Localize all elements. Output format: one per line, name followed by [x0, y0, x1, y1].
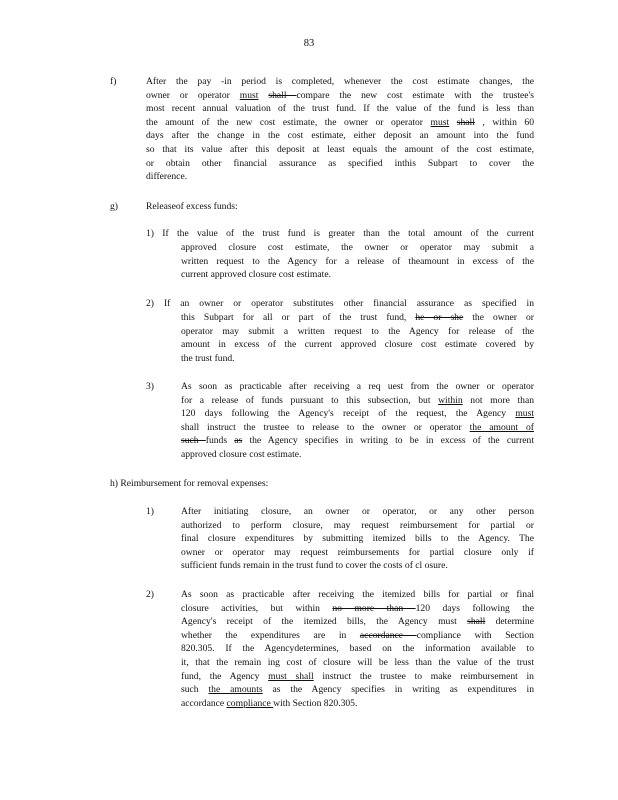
section-f-label: f) — [110, 76, 117, 87]
text-line — [146, 116, 534, 130]
text-segment: this Subpart for all or part of the trust fund, — [181, 312, 416, 323]
section-g-item-2-body — [181, 311, 534, 365]
text-line: final closure expenditures by submitting itemized bills to the Agency. The — [181, 533, 534, 545]
text-line: owner or operator may request reimbursements for partial closure only if — [181, 546, 534, 558]
text-segment: instruct the trustee to make reimbursement in — [313, 670, 534, 682]
text-line: approved closure cost estimate, the owner or operator may submit a — [181, 242, 534, 253]
text-segment: as the Agency specifies in writing as expenditures in — [262, 684, 534, 696]
text-line: As soon as practicable after receiving a req uest from the owner or operator — [181, 381, 534, 392]
text-line: As soon as practicable after receiving the itemized bills for partial or final — [181, 589, 534, 600]
text-line — [181, 407, 534, 421]
deleted-text: he or she — [415, 312, 464, 323]
deleted-text: no more than — [332, 602, 416, 614]
text-line — [181, 697, 534, 711]
text-segment: the amount of the new cost estimate, the owner or operator — [146, 116, 431, 128]
inserted-text: must — [239, 89, 259, 101]
text-line: approved closure cost estimate. — [181, 448, 302, 460]
section-g-item-3-body — [181, 380, 534, 462]
text-segment: the Agency specifies in writing to be in excess of the current — [242, 435, 535, 447]
text-line — [181, 311, 534, 325]
text-segment: fund, the Agency — [181, 670, 269, 682]
text-line: 820.305. If the Agencydetermines, based on the information available to — [181, 643, 534, 655]
text-segment: shall instruct the trustee to release to the owner or operator — [181, 421, 470, 433]
text-line: operator may submit a written request to the Agency for release of the — [181, 325, 534, 337]
text-segment: such — [181, 684, 209, 696]
text-segment: whether the expenditures are in — [181, 629, 360, 641]
deleted-text: shall — [467, 616, 486, 628]
section-h-item-2-body — [181, 588, 534, 710]
text-segment: the owner or — [463, 312, 535, 323]
text-segment: closure activities, but within — [181, 602, 333, 614]
text-segment: not more than — [462, 394, 535, 406]
text-segment: owner or operator — [146, 89, 240, 101]
text-line: 2) If an owner or operator substitutes other financial assurance as specified in — [146, 298, 534, 309]
section-g-heading: Releaseof excess funds: — [146, 201, 238, 212]
section-h-heading: h) Reimbursement for removal expenses: — [110, 478, 269, 489]
text-line: so that its value after this deposit at least equals the amount of the cost estimate, — [146, 143, 534, 155]
text-line — [181, 615, 534, 629]
section-g-item-3-number: 3) — [146, 381, 154, 392]
text-line: After initiating closure, an owner or operator, or any other person — [181, 506, 534, 517]
text-line — [181, 602, 534, 616]
text-line: current approved closure cost estimate. — [181, 269, 331, 281]
text-segment: 120 days following the Agency's receipt of the request, the Agency — [181, 408, 516, 420]
text-line: the trust fund. — [181, 352, 235, 364]
text-segment — [449, 117, 457, 128]
text-segment: with Section 820.305. — [273, 697, 358, 709]
text-segment: Agency's receipt of the itemized bills, the Agency must — [181, 616, 468, 628]
section-h-item-1-body — [181, 505, 534, 573]
section-f-paragraph — [146, 75, 534, 184]
text-line — [181, 683, 534, 697]
inserted-text: must shall — [268, 670, 314, 682]
text-segment: determine — [485, 616, 534, 628]
text-segment: for a release of funds pursuant to this subsection, but — [181, 394, 439, 406]
section-g-item-2-first — [146, 297, 534, 311]
text-segment: compliance with Section — [416, 629, 534, 641]
section-h-item-2-number: 2) — [146, 589, 154, 600]
text-line: sufficient funds remain in the trust fund to cover the costs of cl osure. — [181, 560, 448, 572]
text-line: or obtain other financial assurance as specified inthis Subpart to cover the — [146, 157, 534, 169]
text-segment: 120 days following the — [415, 602, 534, 614]
deleted-text: such — [181, 435, 206, 447]
text-segment: funds — [205, 435, 235, 447]
page-number: 83 — [303, 38, 315, 49]
inserted-text: must — [430, 116, 450, 128]
inserted-text: compliance — [226, 697, 274, 709]
text-segment: compare the new cost estimate with the trustee's — [296, 89, 535, 101]
text-line: authorized to perform closure, may request reimbursement for partial or — [181, 519, 534, 531]
text-line — [181, 434, 534, 448]
inserted-text: must — [515, 408, 534, 420]
deleted-text: shall — [268, 89, 297, 101]
text-line: amount in excess of the current approved closure cost estimate covered by — [181, 339, 534, 351]
text-line — [181, 670, 534, 684]
text-segment: , within 60 — [474, 116, 535, 128]
text-line — [181, 421, 534, 435]
text-line: it, that the remain ing cost of closure will be less than the value of the trust — [181, 656, 534, 668]
text-line: difference. — [146, 171, 188, 183]
text-segment — [258, 90, 268, 101]
inserted-text: the amounts — [208, 684, 263, 696]
inserted-text: within — [438, 394, 463, 406]
text-line: 1) If the value of the trust fund is greater than the total amount of the current — [146, 228, 534, 239]
text-line: After the pay -in period is completed, whenever the cost estimate changes, the — [146, 76, 534, 87]
section-h-item-1-number: 1) — [146, 506, 154, 517]
text-line — [181, 629, 534, 643]
section-g-item-1-first — [146, 227, 534, 241]
inserted-text: the amount of — [469, 421, 534, 433]
text-line: most recent annual valuation of the trust fund. If the value of the fund is less than — [146, 103, 534, 115]
text-line: days after the change in the cost estimate, either deposit an amount into the fund — [146, 130, 534, 142]
section-g-item-1-body — [181, 241, 534, 282]
text-line — [181, 394, 534, 408]
deleted-text: shall — [456, 116, 475, 128]
section-g-label: g) — [110, 201, 118, 212]
text-segment: accordance — [181, 697, 227, 709]
text-line — [146, 89, 534, 103]
deleted-text: as — [234, 435, 243, 447]
deleted-text: accordance — [359, 629, 417, 641]
text-line: written request to the Agency for a release of theamount in excess of the — [181, 255, 534, 267]
